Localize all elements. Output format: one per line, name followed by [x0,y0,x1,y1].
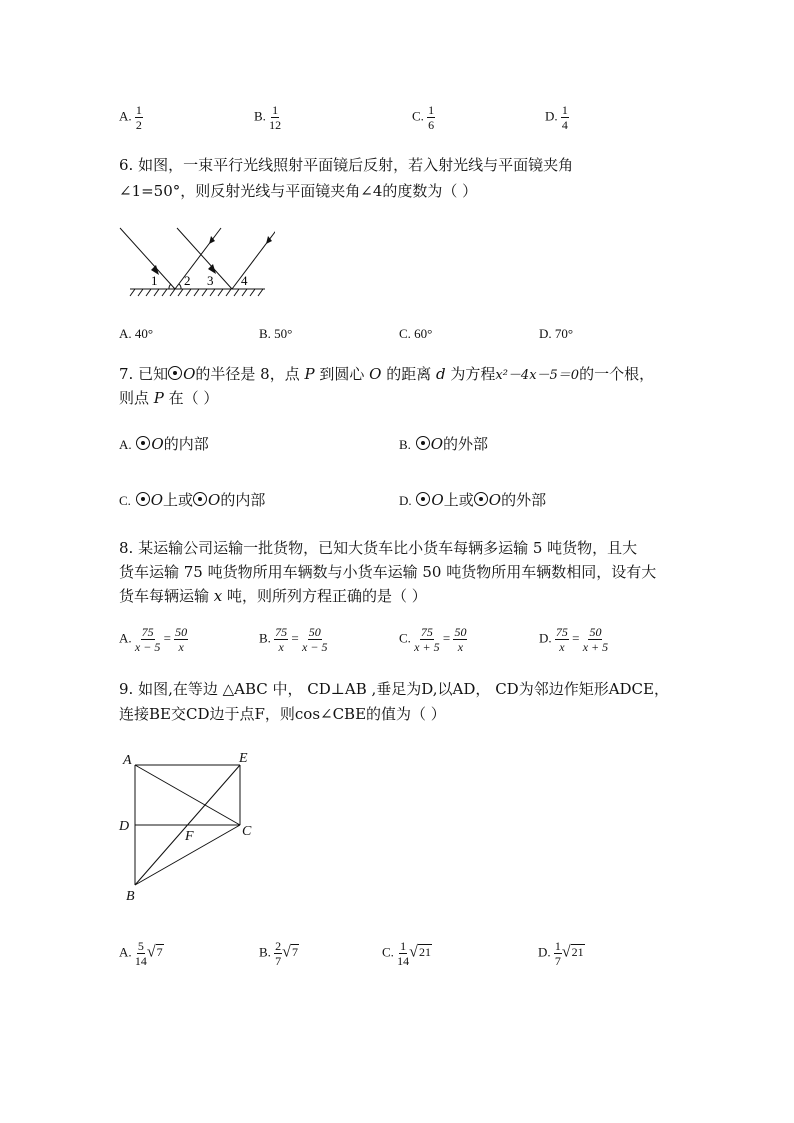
q8-option-d: D. $\frac{75}{x}$ = $\frac{50}{x + 5}$ [539,625,609,654]
q7-option-d: D. O上或 O的外部 [399,491,547,509]
angle-label-2: 2 [184,273,191,288]
q6-option-b: B. 50° [259,326,293,341]
fraction: $\frac{1}{6}$ [428,103,435,132]
circle-dot-icon [416,436,430,450]
reflected-ray-1 [175,228,221,289]
angle-arc-2 [179,284,181,289]
point-label-b: B [126,889,135,904]
q5-option-b: B. $\frac{1}{12}$ [254,103,282,132]
q7-option-a: A. O的内部 [119,435,209,453]
angle-label-4: 4 [241,273,248,288]
q8-option-b: B. $\frac{75}{x}$ = $\frac{50}{x - 5}$ [259,625,328,654]
q6-option-c: C. 60° [399,326,433,341]
circle-dot-icon [474,492,488,506]
q8-stem-line1: 8. 某运输公司运输一批货物，已知大货车比小货车每辆多运输 5 吨货物，且大 [119,539,638,557]
q7-stem-line1: 7. 已知 O的半径是 8，点 P 到圆心 O 的距离 d 为方程x²－4x－5＝0的一个根， [119,365,655,383]
q6-stem-line1: 6. 如图，一束平行光线照射平面镜后反射，若入射光线与平面镜夹角 [119,156,574,174]
q7-option-b: B. O的外部 [399,435,489,453]
q5-option-c: C. $\frac{1}{6}$ [412,103,435,132]
q9-option-c: C. $\frac{1}{14}$ √21 [382,939,431,968]
q9-option-b: B. $\frac{2}{7}$ √7 [259,939,298,968]
q9-option-d: D. $\frac{1}{7}$ √21 [538,939,584,968]
point-label-e: E [239,751,248,766]
q9-stem-line1: 9. 如图,在等边 △ABC 中， CD⊥AB ,垂足为D,以AD， CD为邻边作矩形ADCE， [119,680,669,698]
point-label-c: C [242,824,252,839]
q6-stem-line2: ∠1=50°，则反射光线与平面镜夹角∠4的度数为（ ） [119,182,478,200]
circle-dot-icon [136,436,150,450]
q8-option-c: C. $\frac{75}{x + 5}$ = $\frac{50}{x}$ [399,625,467,654]
circle-dot-icon [168,366,182,380]
fraction: $\frac{1}{2}$ [135,103,142,132]
q7-option-c: C. O上或 O的内部 [119,491,266,509]
fraction: $\frac{1}{12}$ [269,103,282,132]
q6-option-a: A. 40° [119,326,154,341]
circle-dot-icon [193,492,207,506]
q8-stem-line3: 货车每辆运输 x 吨，则所列方程正确的是（ ） [119,587,427,605]
mirror-diagram [115,220,275,300]
angle-arc-1 [169,284,171,289]
mirror-hatch [130,289,263,296]
incident-ray-1 [120,228,175,289]
fraction: $\frac{1}{4}$ [561,103,568,132]
point-label-a: A [123,753,132,768]
angle-label-3: 3 [207,273,214,288]
segment-ac [135,765,240,825]
q5-option-d: D. $\frac{1}{4}$ [545,103,568,132]
q8-stem-line2: 货车运输 75 吨货物所用车辆数与小货车运输 50 吨货物所用车辆数相同，设有大 [119,563,657,581]
q9-stem-line2: 连接BE交CD边于点F，则cos∠CBE的值为（ ） [119,705,446,723]
q7-stem-line2: 则点 P 在（ ） [119,389,219,407]
point-label-d: D [119,819,130,834]
q5-option-a: A. $\frac{1}{2}$ [119,103,142,132]
angle-label-1: 1 [151,273,158,288]
circle-dot-icon [136,492,150,506]
q9-option-a: A. $\frac{5}{14}$ √7 [119,939,163,968]
point-label-f: F [185,829,194,844]
q8-option-a: A. $\frac{75}{x - 5}$ = $\frac{50}{x}$ [119,625,188,654]
circle-dot-icon [416,492,430,506]
q6-option-d: D. 70° [539,326,574,341]
triangle-rectangle-diagram [115,748,265,908]
